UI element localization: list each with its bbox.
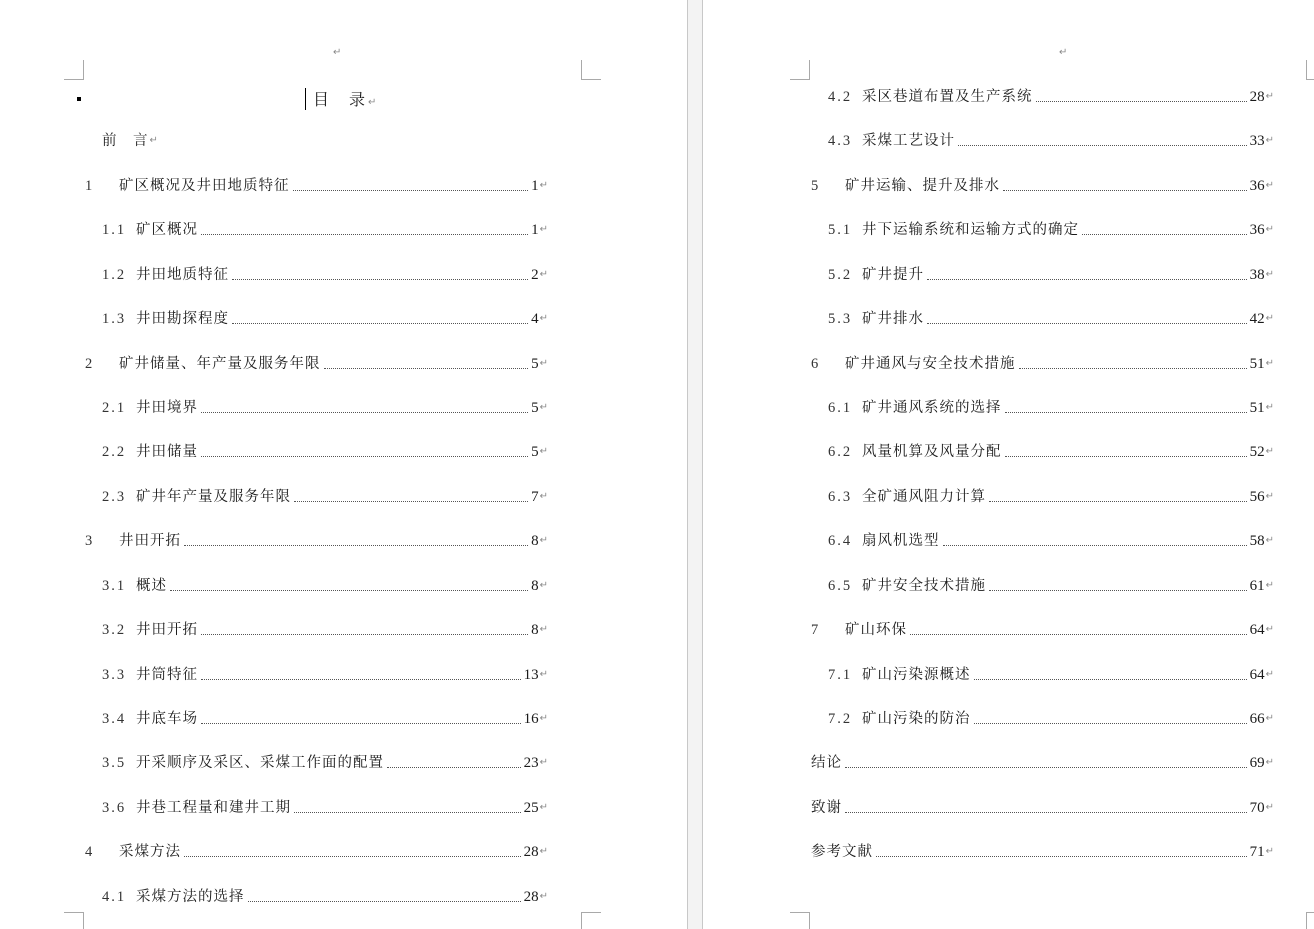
toc-entry-title: 矿井储量、年产量及服务年限: [119, 356, 321, 372]
toc-entry-number: 4.3: [828, 133, 853, 149]
crop-mark-bottom-right: [581, 912, 601, 929]
toc-entry[interactable]: [102, 708, 548, 728]
toc-entry[interactable]: [811, 353, 1274, 373]
toc-entry-title: 矿井通风系统的选择: [862, 400, 1002, 416]
crop-mark-top-left: [790, 60, 810, 80]
dot-leader: [184, 856, 521, 857]
dot-leader: [1019, 368, 1247, 369]
toc-entry[interactable]: [811, 797, 1274, 817]
paragraph-mark: ↵: [1265, 580, 1274, 591]
paragraph-mark: ↵: [1265, 446, 1274, 457]
paragraph-mark: ↵: [539, 802, 548, 813]
toc-entry-number: 2.3: [102, 489, 127, 505]
toc-entry[interactable]: [811, 752, 1274, 772]
toc-entry[interactable]: [102, 130, 158, 150]
toc-entry-title: 矿井安全技术措施: [862, 578, 986, 594]
paragraph-mark: ↵: [1265, 802, 1274, 813]
text-cursor: [305, 88, 306, 110]
toc-entry-page-number: 38: [1249, 267, 1265, 283]
toc-entry[interactable]: [85, 530, 548, 550]
dot-leader: [943, 545, 1247, 546]
toc-heading-char-2: 录: [349, 90, 368, 109]
toc-entry-page-number: 70: [1249, 800, 1265, 816]
toc-entry-number: 1: [85, 178, 95, 194]
toc-entry-title: 井田开拓: [136, 622, 198, 638]
toc-entry[interactable]: [828, 708, 1274, 728]
toc-entry-number: 3.3: [102, 667, 127, 683]
toc-entry-page-number: 56: [1249, 489, 1265, 505]
dot-leader: [201, 412, 528, 413]
toc-entry[interactable]: [85, 353, 548, 373]
paragraph-mark: ↵: [539, 224, 548, 235]
dot-leader: [989, 501, 1247, 502]
toc-entry-number: 4: [85, 844, 95, 860]
toc-entry[interactable]: [811, 175, 1274, 195]
toc-entry-title: 参考文献: [811, 844, 873, 860]
toc-entry-page-number: 36: [1249, 178, 1265, 194]
toc-entry-number: 6.1: [828, 400, 853, 416]
paragraph-mark: ↵: [539, 669, 548, 680]
toc-entry-title: 井田储量: [136, 444, 198, 460]
toc-entry-page-number: 8: [531, 533, 539, 549]
paragraph-mark: ↵: [1265, 535, 1274, 546]
paragraph-mark: ↵: [539, 846, 548, 857]
toc-entry-number: 6.2: [828, 444, 853, 460]
toc-entry-page-number: 58: [1249, 533, 1265, 549]
paragraph-mark: ↵: [1265, 358, 1274, 369]
dot-leader: [958, 145, 1247, 146]
toc-entry-page-number: 28: [1249, 89, 1265, 105]
toc-entry[interactable]: [811, 841, 1274, 861]
toc-entry-title: 矿山环保: [845, 622, 907, 638]
paragraph-mark: ↵: [539, 624, 548, 635]
paragraph-mark: ↵: [1265, 91, 1274, 102]
dot-leader: [232, 323, 528, 324]
dot-leader: [201, 456, 528, 457]
toc-entry-title: 风量机算及风量分配: [862, 444, 1002, 460]
toc-entry[interactable]: [828, 486, 1274, 506]
paragraph-mark: ↵: [539, 891, 548, 902]
toc-entry-page-number: 4: [531, 311, 539, 327]
toc-entry-number: 5.2: [828, 267, 853, 283]
paragraph-mark: ↵: [539, 535, 548, 546]
toc-entry-number: 7.1: [828, 667, 853, 683]
toc-entry-number: 2: [85, 356, 95, 372]
page-gutter: [687, 0, 703, 929]
toc-entry[interactable]: [828, 308, 1274, 328]
toc-entry[interactable]: [828, 86, 1274, 106]
toc-entry-title: 矿区概况及井田地质特征: [119, 178, 290, 194]
dot-leader: [184, 545, 528, 546]
crop-mark-top-right: [581, 60, 601, 80]
toc-entry-title: 概述: [136, 578, 167, 594]
toc-entry[interactable]: [102, 575, 548, 595]
toc-entry[interactable]: [828, 219, 1274, 239]
toc-entry[interactable]: [828, 664, 1274, 684]
toc-entry-title: 井下运输系统和运输方式的确定: [862, 222, 1079, 238]
toc-entry-title: 结论: [811, 755, 842, 771]
toc-entry-number: 3.4: [102, 711, 127, 727]
toc-entry-page-number: 8: [531, 622, 539, 638]
dot-leader: [387, 767, 521, 768]
toc-entry-page-number: 66: [1249, 711, 1265, 727]
toc-entry-page-number: 1: [531, 178, 539, 194]
dot-leader: [201, 679, 521, 680]
dot-leader: [201, 723, 521, 724]
paragraph-mark: ↵: [1265, 669, 1274, 680]
toc-entry-title: 井巷工程量和建井工期: [136, 800, 291, 816]
paragraph-mark: ↵: [1265, 713, 1274, 724]
toc-entry-title: 前 言: [102, 133, 149, 149]
toc-entry[interactable]: [85, 841, 548, 861]
toc-entry[interactable]: [102, 308, 548, 328]
toc-entry-page-number: 64: [1249, 667, 1265, 683]
dot-leader: [974, 679, 1247, 680]
toc-entry-number: 7.2: [828, 711, 853, 727]
crop-mark-bottom-right: [1306, 912, 1314, 929]
paragraph-mark: ↵: [1265, 180, 1274, 191]
paragraph-mark: ↵: [1265, 224, 1274, 235]
toc-entry-title: 矿区概况: [136, 222, 198, 238]
toc-entry-page-number: 23: [523, 755, 539, 771]
header-paragraph-mark: ↵: [333, 47, 342, 58]
toc-entry-page-number: 71: [1249, 844, 1265, 860]
toc-entry[interactable]: [828, 264, 1274, 284]
paragraph-bullet-icon: [77, 97, 81, 101]
toc-entry-page-number: 51: [1249, 356, 1265, 372]
toc-entry-title: 井筒特征: [136, 667, 198, 683]
toc-entry-number: 6.3: [828, 489, 853, 505]
toc-entry-title: 全矿通风阻力计算: [862, 489, 986, 505]
toc-entry-title: 采煤工艺设计: [862, 133, 955, 149]
toc-entry-page-number: 1: [531, 222, 539, 238]
toc-entry-title: 开采顺序及采区、采煤工作面的配置: [136, 755, 384, 771]
toc-entry-number: 4.1: [102, 889, 127, 905]
toc-entry-page-number: 42: [1249, 311, 1265, 327]
toc-entry-title: 井田地质特征: [136, 267, 229, 283]
toc-entry-number: 3: [85, 533, 95, 549]
crop-mark-bottom-left: [790, 912, 810, 929]
toc-entry-title: 矿井年产量及服务年限: [136, 489, 291, 505]
paragraph-mark: ↵: [1265, 491, 1274, 502]
toc-entry-page-number: 2: [531, 267, 539, 283]
toc-entry[interactable]: [102, 219, 548, 239]
dot-leader: [201, 234, 528, 235]
paragraph-mark: ↵: [1265, 269, 1274, 280]
toc-entry-title: 采煤方法的选择: [136, 889, 245, 905]
paragraph-mark: ↵: [539, 402, 548, 413]
dot-leader: [989, 590, 1247, 591]
paragraph-mark: ↵: [539, 313, 548, 324]
toc-entry[interactable]: [102, 619, 548, 639]
crop-mark-top-left: [64, 60, 84, 80]
paragraph-mark: ↵: [539, 358, 548, 369]
toc-heading: [313, 90, 378, 113]
paragraph-mark: ↵: [1265, 624, 1274, 635]
paragraph-mark: ↵: [1265, 846, 1274, 857]
toc-entry-number: 7: [811, 622, 821, 638]
paragraph-mark: ↵: [1265, 313, 1274, 324]
toc-entry-title: 井田勘探程度: [136, 311, 229, 327]
toc-entry-page-number: 13: [523, 667, 539, 683]
toc-entry-number: 3.2: [102, 622, 127, 638]
toc-entry[interactable]: [828, 397, 1274, 417]
dot-leader: [1003, 190, 1247, 191]
toc-entry[interactable]: [102, 886, 548, 906]
toc-entry-number: 1.1: [102, 222, 127, 238]
paragraph-mark: ↵: [539, 269, 548, 280]
toc-entry-title: 矿井通风与安全技术措施: [845, 356, 1016, 372]
toc-entry-page-number: 69: [1249, 755, 1265, 771]
toc-entry-number: 6.4: [828, 533, 853, 549]
toc-entry-page-number: 5: [531, 400, 539, 416]
paragraph-mark: ↵: [539, 580, 548, 591]
toc-entry[interactable]: [102, 752, 548, 772]
toc-entry-title: 致谢: [811, 800, 842, 816]
dot-leader: [974, 723, 1247, 724]
toc-entry-number: 5.3: [828, 311, 853, 327]
paragraph-mark: ↵: [539, 757, 548, 768]
toc-entry[interactable]: [102, 264, 548, 284]
toc-entry-page-number: 64: [1249, 622, 1265, 638]
toc-entry-title: 矿山污染源概述: [862, 667, 971, 683]
document-page-right[interactable]: [704, 0, 1314, 929]
toc-entry-page-number: 7: [531, 489, 539, 505]
dot-leader: [845, 767, 1247, 768]
toc-entry-title: 井田开拓: [119, 533, 181, 549]
paragraph-mark: ↵: [1265, 402, 1274, 413]
paragraph-mark: ↵: [539, 491, 548, 502]
toc-entry[interactable]: [828, 441, 1274, 461]
toc-entry[interactable]: [828, 530, 1274, 550]
toc-entry-page-number: 28: [523, 889, 539, 905]
toc-entry-number: 2.2: [102, 444, 127, 460]
toc-entry-title: 采煤方法: [119, 844, 181, 860]
toc-heading-char-1: 目: [313, 90, 332, 109]
crop-mark-bottom-left: [64, 912, 84, 929]
paragraph-mark: ↵: [149, 135, 158, 146]
dot-leader: [294, 501, 528, 502]
dot-leader: [876, 856, 1247, 857]
toc-entry[interactable]: [102, 397, 548, 417]
toc-entry-page-number: 5: [531, 356, 539, 372]
dot-leader: [927, 279, 1247, 280]
toc-entry-number: 1.2: [102, 267, 127, 283]
crop-mark-top-right: [1306, 60, 1314, 80]
toc-entry-number: 6: [811, 356, 821, 372]
toc-entry-title: 井底车场: [136, 711, 198, 727]
toc-entry-number: 3.6: [102, 800, 127, 816]
dot-leader: [1036, 101, 1247, 102]
paragraph-mark: ↵: [1265, 135, 1274, 146]
toc-entry[interactable]: [102, 797, 548, 817]
toc-entry[interactable]: [85, 175, 548, 195]
toc-entry-page-number: 61: [1249, 578, 1265, 594]
toc-entry-page-number: 16: [523, 711, 539, 727]
toc-entry-number: 5: [811, 178, 821, 194]
toc-entry-page-number: 28: [523, 844, 539, 860]
toc-entry[interactable]: [102, 664, 548, 684]
toc-entry-page-number: 51: [1249, 400, 1265, 416]
toc-entry-number: 6.5: [828, 578, 853, 594]
toc-entry-page-number: 33: [1249, 133, 1265, 149]
dot-leader: [232, 279, 528, 280]
toc-entry[interactable]: [828, 130, 1274, 150]
toc-entry[interactable]: [811, 619, 1274, 639]
toc-entry-page-number: 25: [523, 800, 539, 816]
dot-leader: [910, 634, 1247, 635]
toc-entry-page-number: 52: [1249, 444, 1265, 460]
dot-leader: [293, 190, 529, 191]
toc-entry-title: 矿井运输、提升及排水: [845, 178, 1000, 194]
toc-entry-number: 3.1: [102, 578, 127, 594]
toc-entry-number: 4.2: [828, 89, 853, 105]
dot-leader: [294, 812, 521, 813]
toc-entry-title: 采区巷道布置及生产系统: [862, 89, 1033, 105]
dot-leader: [248, 901, 521, 902]
dot-leader: [1005, 456, 1247, 457]
toc-entry-number: 2.1: [102, 400, 127, 416]
dot-leader: [845, 812, 1247, 813]
toc-entry-title: 矿山污染的防治: [862, 711, 971, 727]
toc-entry-title: 井田境界: [136, 400, 198, 416]
toc-entry-page-number: 8: [531, 578, 539, 594]
dot-leader: [927, 323, 1247, 324]
toc-entry[interactable]: [828, 575, 1274, 595]
paragraph-mark: ↵: [539, 713, 548, 724]
toc-entry[interactable]: [102, 441, 548, 461]
toc-entry-number: 5.1: [828, 222, 853, 238]
toc-entry-page-number: 36: [1249, 222, 1265, 238]
dot-leader: [324, 368, 529, 369]
paragraph-mark: ↵: [368, 97, 379, 108]
paragraph-mark: ↵: [1265, 757, 1274, 768]
paragraph-mark: ↵: [539, 446, 548, 457]
dot-leader: [170, 590, 528, 591]
toc-entry-number: 3.5: [102, 755, 127, 771]
dot-leader: [1082, 234, 1247, 235]
dot-leader: [1005, 412, 1247, 413]
toc-entry-page-number: 5: [531, 444, 539, 460]
toc-entry-title: 扇风机选型: [862, 533, 940, 549]
toc-entry-number: 1.3: [102, 311, 127, 327]
paragraph-mark: ↵: [539, 180, 548, 191]
toc-entry-title: 矿井排水: [862, 311, 924, 327]
header-paragraph-mark: ↵: [1059, 47, 1068, 58]
toc-entry[interactable]: [102, 486, 548, 506]
dot-leader: [201, 634, 528, 635]
toc-entry-title: 矿井提升: [862, 267, 924, 283]
